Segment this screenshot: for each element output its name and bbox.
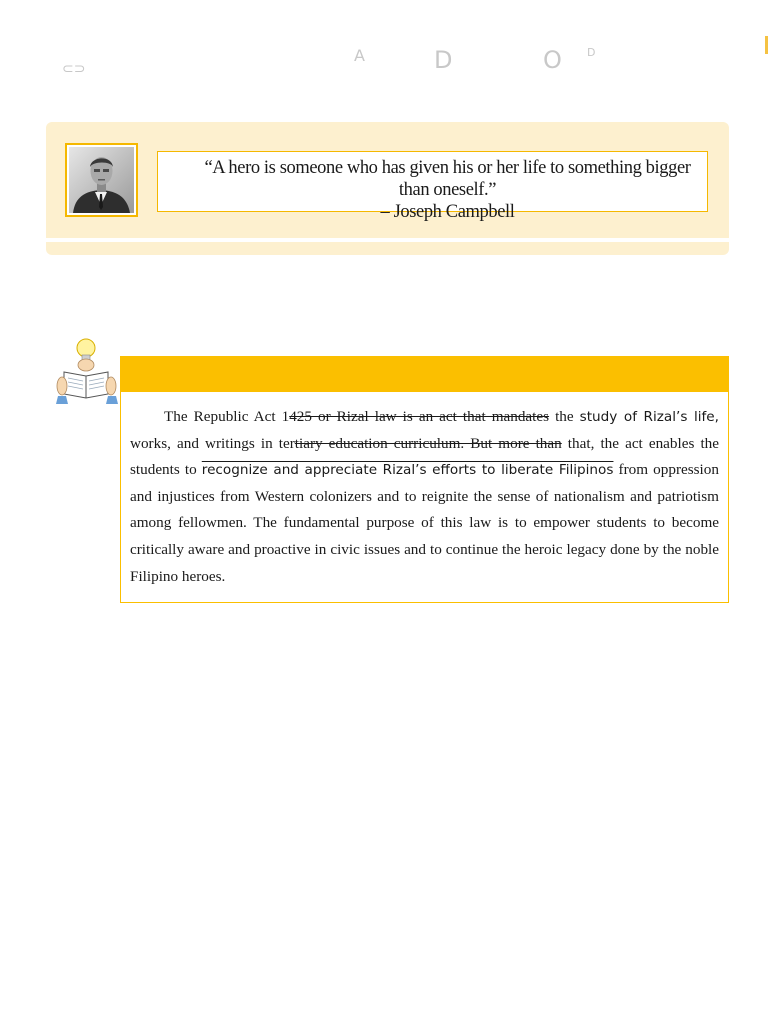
header-glyph: A [354, 46, 365, 65]
quote-box [157, 151, 708, 222]
text-segment-strikethrough: tiary education curriculum. But more than [294, 434, 562, 452]
lightbulb-book-icon [56, 336, 118, 404]
text-segment-sans: recognize and appreciate Rizal’s efforts to liberate Filipinos [201, 462, 614, 479]
text-segment-strikethrough: 425 or Rizal law is an act that mandates [289, 408, 550, 425]
text-segment-sans: study of Rizal’s life, [579, 409, 719, 425]
text-segment: that, the act enables the students to [130, 434, 720, 479]
text-segment: from oppression and injustices from Western colonizers and to reignite the sense of nationalism and patriotism among fellowmen. The fundamental purpose of this law is to empower students to become critically aware and proactive in civic issues and to continue the heroic legacy done by the noble Filipino heroes. [130, 461, 719, 585]
header-glyph: O [543, 46, 562, 74]
text-segment: works, and writings in ter [130, 434, 295, 452]
quote-banner-strip [46, 242, 729, 255]
header-glyph: ⊂⊃ [62, 61, 86, 77]
portrait-image [69, 147, 134, 213]
text-segment: the [549, 408, 580, 425]
header-glyph: D [434, 46, 453, 74]
portrait-photo [65, 143, 138, 217]
card-paragraph [130, 404, 719, 590]
header-glyph: D [587, 46, 596, 59]
quote-text: “A hero is someone who has given his or her life to something bigger than oneself.” [204, 158, 691, 200]
card-header-bar [120, 356, 729, 392]
quote-author: – Joseph Campbell [380, 202, 515, 222]
text-segment: The Republic Act 1 [164, 408, 290, 425]
